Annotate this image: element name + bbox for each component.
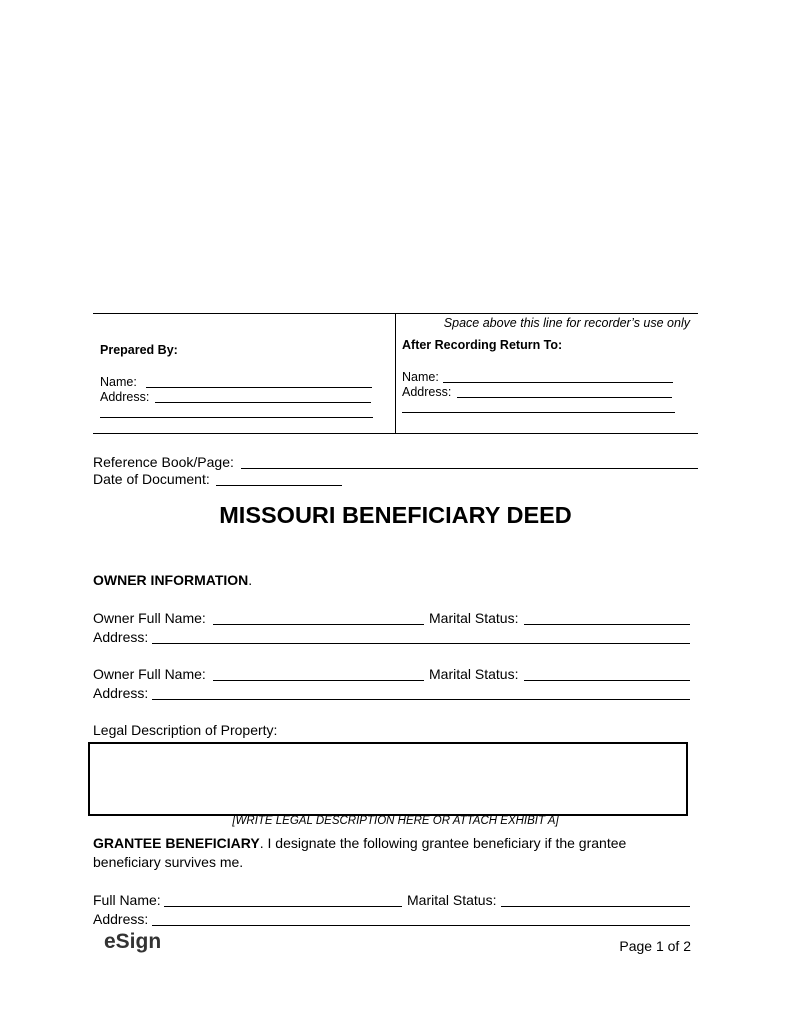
grantee-marital-label: Marital Status: <box>407 892 497 908</box>
prepared-by-address-field-2[interactable] <box>100 417 373 418</box>
page-number: Page 1 of 2 <box>619 938 691 954</box>
owner-heading-suffix: . <box>248 572 253 588</box>
document-title: MISSOURI BENEFICIARY DEED <box>219 502 572 528</box>
owner-1-marital-field[interactable] <box>524 624 690 625</box>
owner-2-marital-label: Marital Status: <box>429 666 519 682</box>
owner-1-address-label: Address: <box>93 629 149 645</box>
owner-2-marital-field[interactable] <box>524 680 690 681</box>
prepared-by-title: Prepared By: <box>100 343 178 357</box>
esign-logo: eSign <box>104 930 162 953</box>
owner-1-name-field[interactable] <box>213 624 424 625</box>
prepared-by-address-label: Address: <box>100 390 150 404</box>
grantee-heading: GRANTEE BENEFICIARY <box>93 835 260 851</box>
owner-heading-text: OWNER INFORMATION <box>93 572 249 588</box>
return-to-address-label: Address: <box>402 385 452 399</box>
owner-2-address-field[interactable] <box>152 699 690 700</box>
reference-book-page-field[interactable] <box>241 468 698 469</box>
grantee-address-field[interactable] <box>152 925 690 926</box>
recorder-divider <box>395 314 396 434</box>
recorder-note: Space above this line for recorder’s use only <box>443 316 690 330</box>
owner-section-heading <box>93 572 252 588</box>
return-to-name-field[interactable] <box>443 382 673 383</box>
grantee-text-line-1 <box>93 835 626 851</box>
owner-2-address-label: Address: <box>93 685 149 701</box>
owner-1-name-label: Owner Full Name: <box>93 610 206 626</box>
date-of-document-field[interactable] <box>216 485 342 486</box>
grantee-text-line-2: beneficiary survives me. <box>93 854 244 870</box>
prepared-by-address-field[interactable] <box>155 402 371 403</box>
owner-1-marital-label: Marital Status: <box>429 610 519 626</box>
grantee-text: . I designate the following grantee beneficiary if the grantee <box>259 835 627 851</box>
owner-1-address-field[interactable] <box>152 643 690 644</box>
grantee-name-field[interactable] <box>164 906 402 907</box>
grantee-marital-field[interactable] <box>501 906 690 907</box>
prepared-by-name-field[interactable] <box>146 387 372 388</box>
date-of-document-label: Date of Document: <box>93 471 210 487</box>
prepared-by-name-label: Name: <box>100 375 137 389</box>
return-to-name-label: Name: <box>402 370 439 384</box>
owner-2-name-field[interactable] <box>213 680 424 681</box>
legal-description-label: Legal Description of Property: <box>93 722 278 738</box>
reference-book-page-label: Reference Book/Page: <box>93 454 234 470</box>
grantee-name-label: Full Name: <box>93 892 161 908</box>
legal-description-box[interactable] <box>88 742 688 816</box>
return-to-address-field-2[interactable] <box>402 412 675 413</box>
owner-2-name-label: Owner Full Name: <box>93 666 206 682</box>
grantee-address-label: Address: <box>93 911 149 927</box>
legal-description-caption: [WRITE LEGAL DESCRIPTION HERE OR ATTACH EXHIBIT A] <box>232 815 559 827</box>
return-to-address-field[interactable] <box>457 397 672 398</box>
return-to-title: After Recording Return To: <box>402 338 563 352</box>
